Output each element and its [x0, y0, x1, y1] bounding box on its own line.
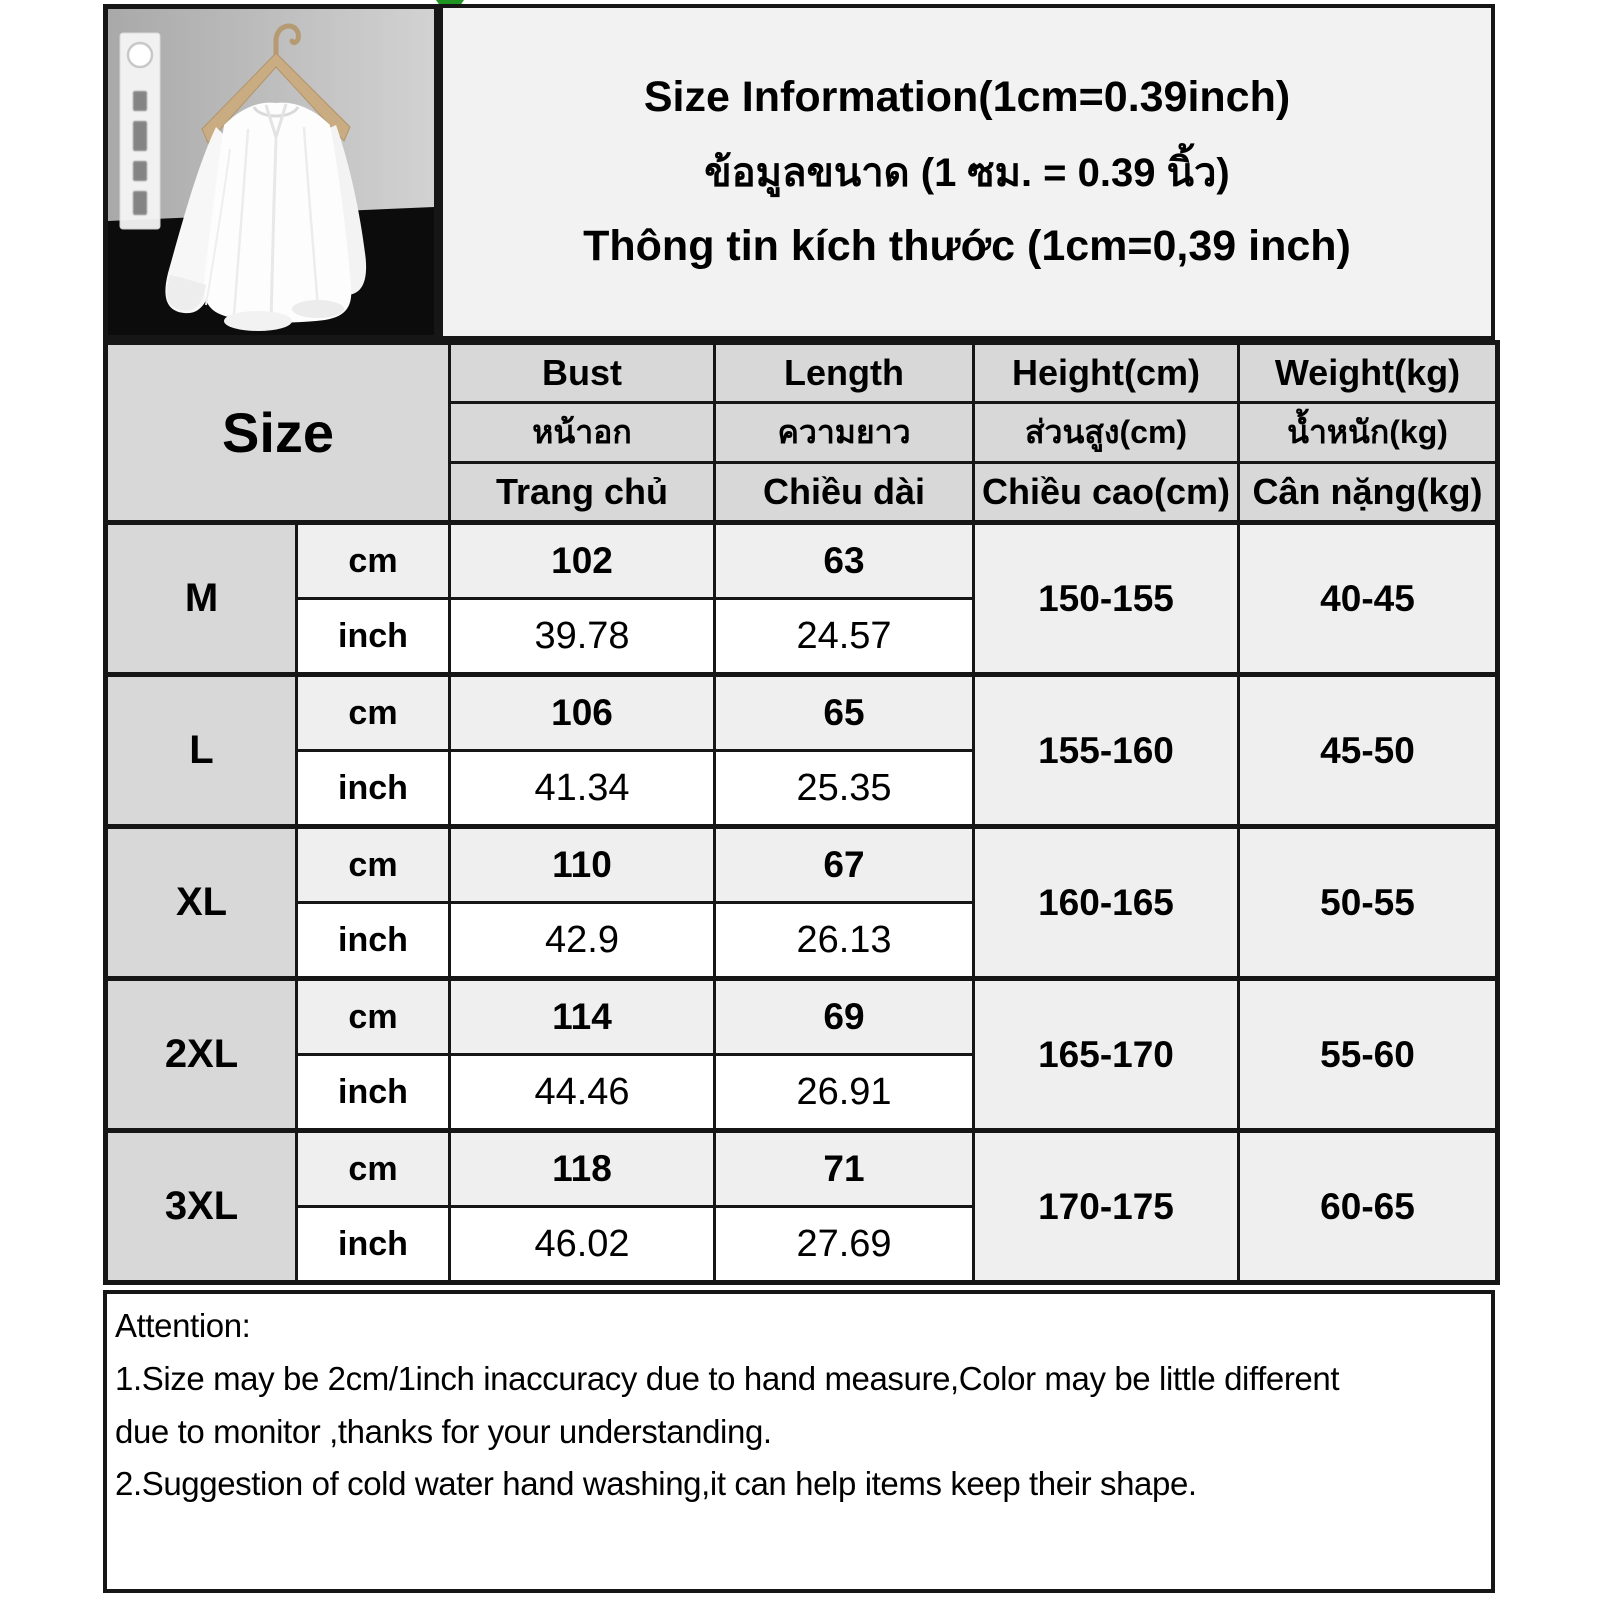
weight-m: 40-45: [1239, 523, 1498, 675]
header-bust-en: Bust: [450, 343, 715, 403]
height-xl: 160-165: [974, 827, 1239, 979]
header-height-th: ส่วนสูง(cm): [974, 403, 1239, 463]
header-length-en: Length: [715, 343, 974, 403]
size-cell-3xl: 3XL: [106, 1131, 297, 1283]
length-inch-m: 24.57: [715, 599, 974, 675]
bust-inch-m: 39.78: [450, 599, 715, 675]
unit-cm-cell: cm: [297, 827, 450, 903]
size-table: [103, 340, 1500, 1285]
unit-inch-cell: inch: [297, 599, 450, 675]
bust-cm-3xl: 118: [450, 1131, 715, 1207]
attention-notes: [103, 1290, 1495, 1593]
bust-inch-2xl: 44.46: [450, 1055, 715, 1131]
header-length-th: ความยาว: [715, 403, 974, 463]
header-bust-th: หน้าอก: [450, 403, 715, 463]
size-cell-xl: XL: [106, 827, 297, 979]
size-cell-l: L: [106, 675, 297, 827]
table-row-xl-cm: [106, 827, 1498, 903]
length-cm-2xl: 69: [715, 979, 974, 1055]
attention-heading: Attention:: [115, 1307, 251, 1344]
unit-inch-cell: inch: [297, 903, 450, 979]
product-photo-illustration: [108, 9, 434, 335]
header-length-vi: Chiều dài: [715, 463, 974, 523]
unit-inch-cell: inch: [297, 1207, 450, 1283]
unit-cm-cell: cm: [297, 675, 450, 751]
unit-inch-cell: inch: [297, 1055, 450, 1131]
length-inch-2xl: 26.91: [715, 1055, 974, 1131]
bust-cm-m: 102: [450, 523, 715, 599]
weight-l: 45-50: [1239, 675, 1498, 827]
attention-note1-line1: 1.Size may be 2cm/1inch inaccuracy due to hand measure,Color may be little different: [115, 1359, 1340, 1397]
length-inch-xl: 26.13: [715, 903, 974, 979]
header-row-en: [106, 343, 1498, 403]
weight-xl: 50-55: [1239, 827, 1498, 979]
page-title-en: Size Information(1cm=0.39inch): [643, 73, 1291, 121]
header-height-en: Height(cm): [974, 343, 1239, 403]
height-3xl: 170-175: [974, 1131, 1239, 1283]
length-inch-3xl: 27.69: [715, 1207, 974, 1283]
bust-inch-xl: 42.9: [450, 903, 715, 979]
length-cm-xl: 67: [715, 827, 974, 903]
title-block: [439, 4, 1495, 340]
product-photo: [103, 4, 439, 340]
table-row-m-cm: [106, 523, 1498, 599]
height-2xl: 165-170: [974, 979, 1239, 1131]
bust-inch-3xl: 46.02: [450, 1207, 715, 1283]
length-inch-l: 25.35: [715, 751, 974, 827]
unit-cm-cell: cm: [297, 523, 450, 599]
bust-cm-l: 106: [450, 675, 715, 751]
header-bust-vi: Trang chủ: [450, 463, 715, 523]
bust-cm-2xl: 114: [450, 979, 715, 1055]
attention-note2: 2.Suggestion of cold water hand washing,it can help items keep their shape.: [115, 1465, 1197, 1503]
table-row-2xl-cm: [106, 979, 1498, 1055]
page-title-th: ข้อมูลขนาด (1 ซม. = 0.39 นิ้ว): [704, 151, 1230, 195]
height-m: 150-155: [974, 523, 1239, 675]
page-title-vi: Thông tin kích thước (1cm=0,39 inch): [583, 222, 1351, 270]
header-weight-th: น้ำหนัก(kg): [1239, 403, 1498, 463]
header-weight-vi: Cân nặng(kg): [1239, 463, 1498, 523]
unit-cm-cell: cm: [297, 979, 450, 1055]
length-cm-3xl: 71: [715, 1131, 974, 1207]
attention-note1-line2: due to monitor ,thanks for your understanding.: [115, 1412, 772, 1450]
header-weight-en: Weight(kg): [1239, 343, 1498, 403]
table-row-l-cm: [106, 675, 1498, 751]
header-height-vi: Chiều cao(cm): [974, 463, 1239, 523]
length-cm-m: 63: [715, 523, 974, 599]
unit-cm-cell: cm: [297, 1131, 450, 1207]
weight-2xl: 55-60: [1239, 979, 1498, 1131]
tag-circle-icon: [128, 43, 152, 67]
size-cell-m: M: [106, 523, 297, 675]
bust-inch-l: 41.34: [450, 751, 715, 827]
weight-3xl: 60-65: [1239, 1131, 1498, 1283]
length-cm-l: 65: [715, 675, 974, 751]
unit-inch-cell: inch: [297, 751, 450, 827]
height-l: 155-160: [974, 675, 1239, 827]
bust-cm-xl: 110: [450, 827, 715, 903]
size-header-cell: Size: [106, 343, 450, 523]
size-cell-2xl: 2XL: [106, 979, 297, 1131]
table-row-3xl-cm: [106, 1131, 1498, 1207]
product-tag: [120, 33, 160, 229]
